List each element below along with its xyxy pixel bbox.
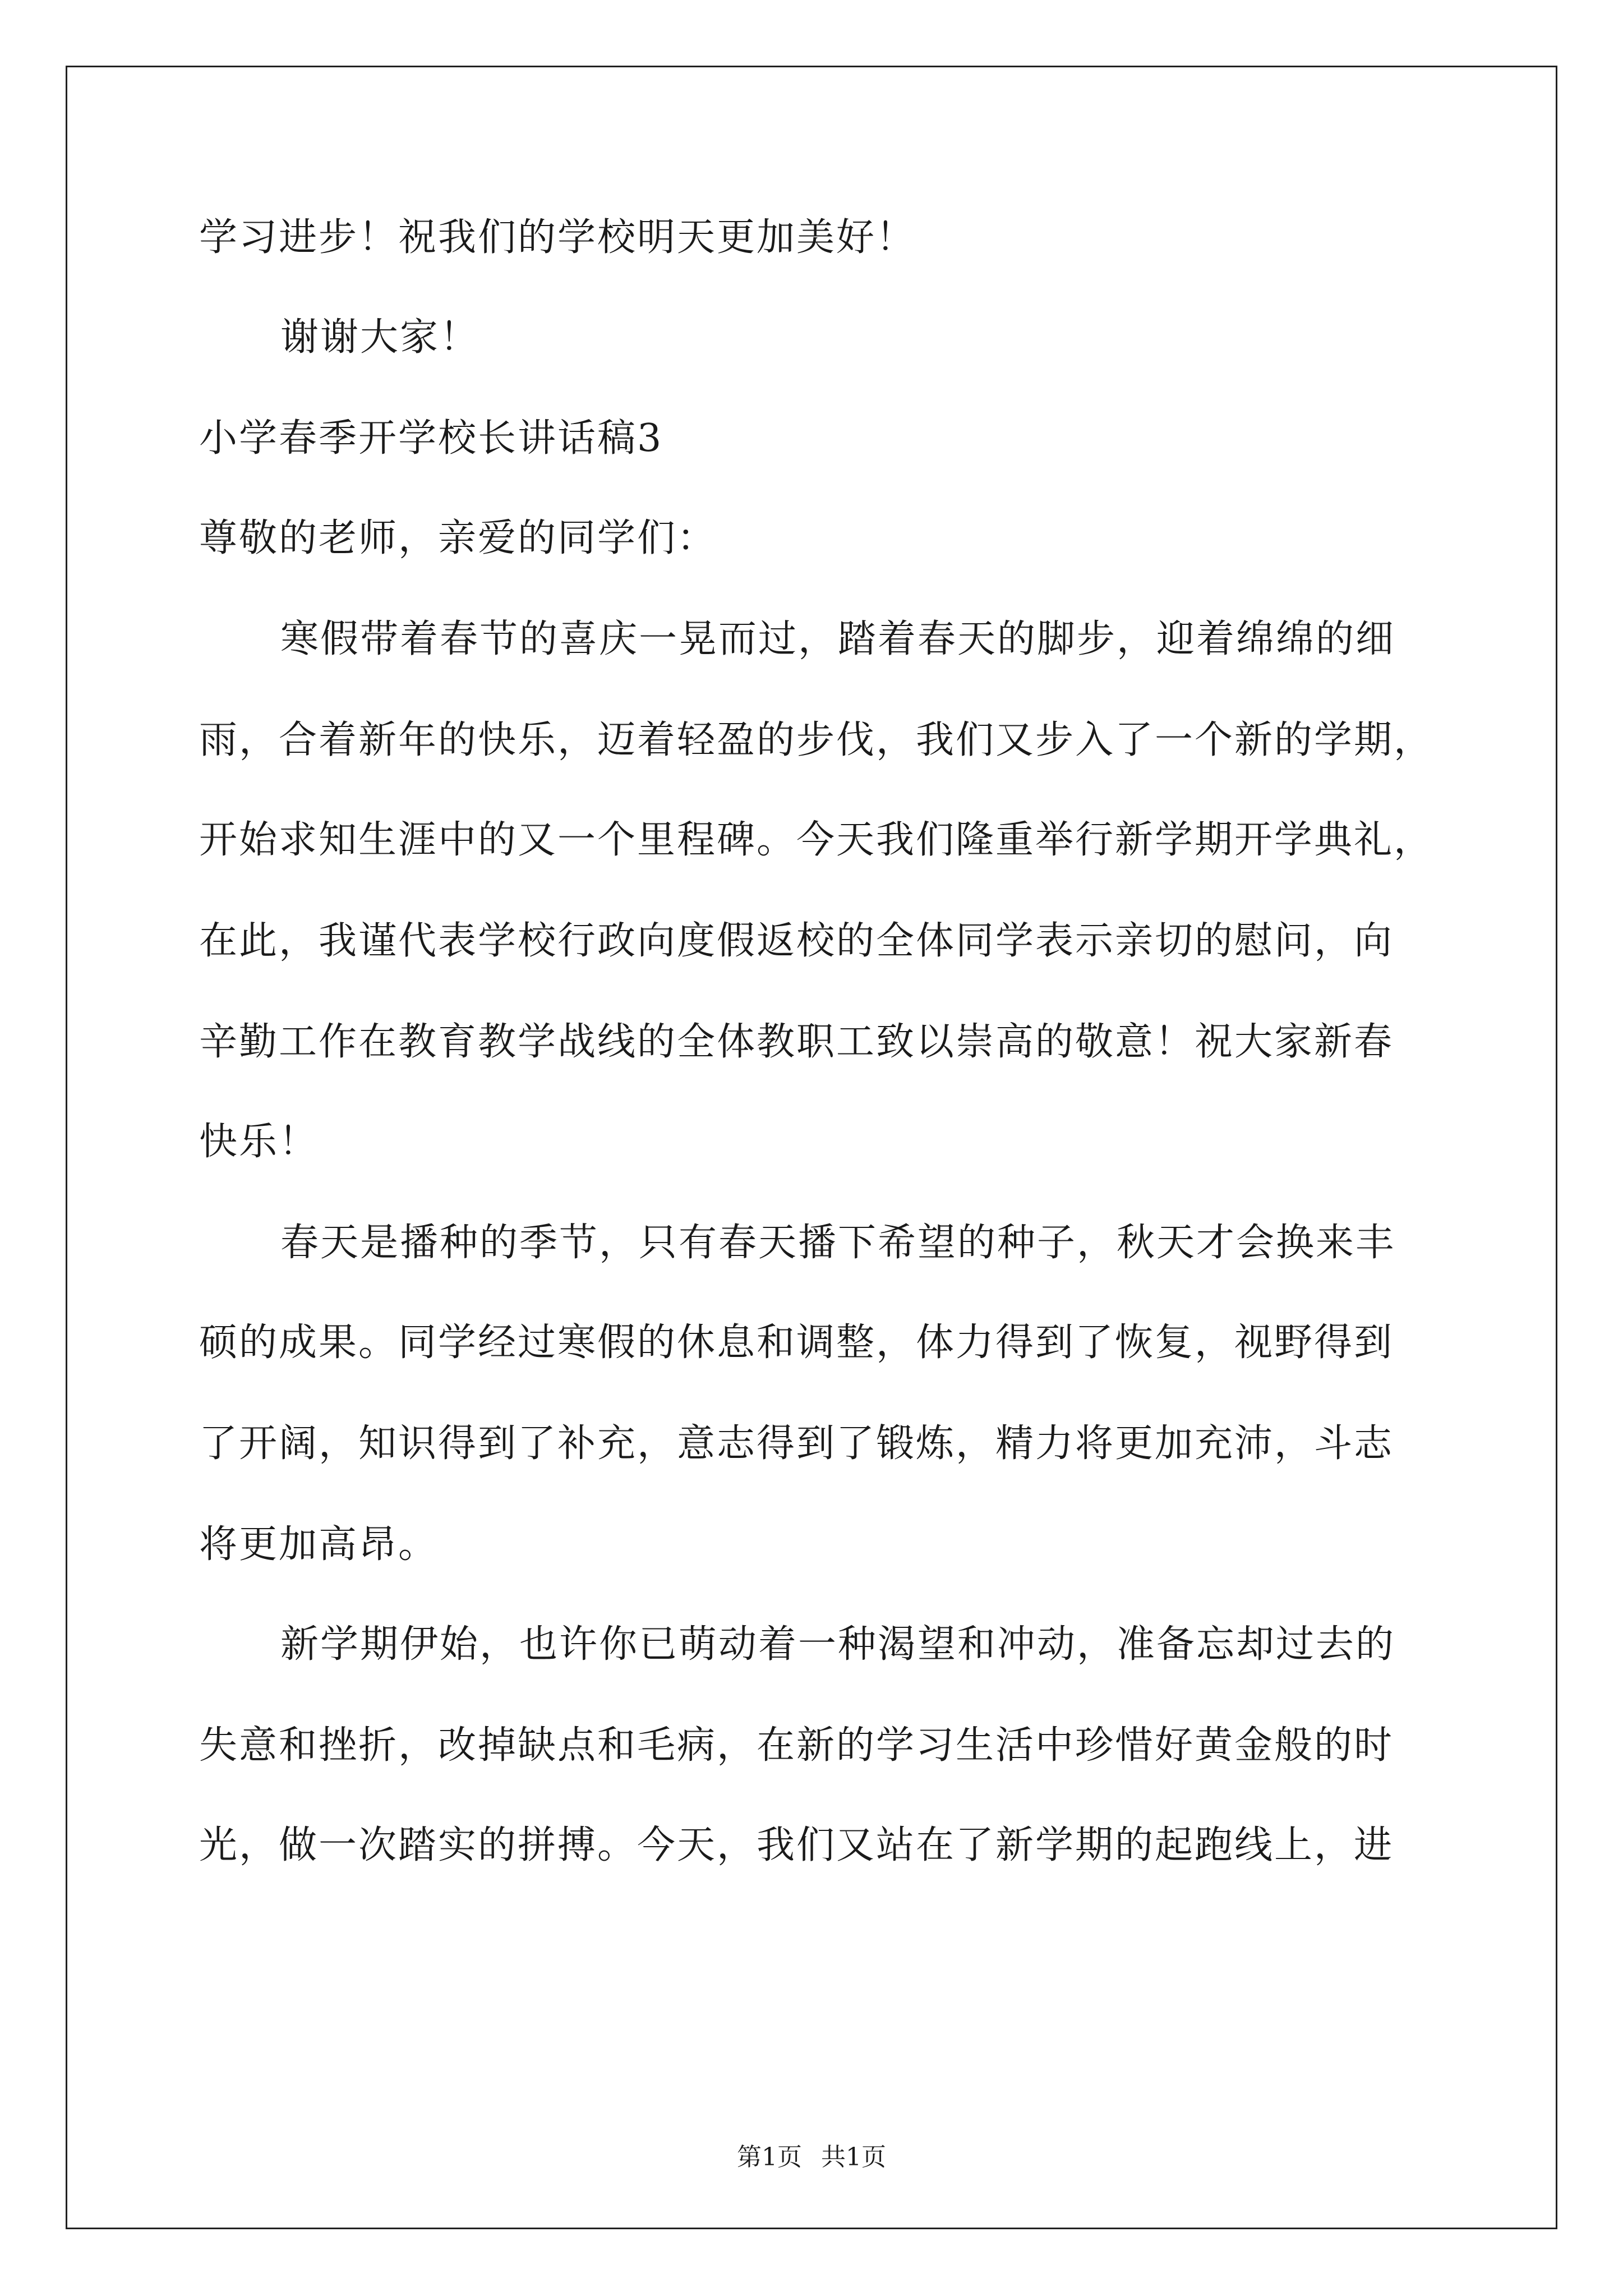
text-line: 辛勤工作在教育教学战线的全体教职工致以崇高的敬意！祝大家新春 — [199, 1020, 1394, 1064]
text-line: 春天是播种的季节，只有春天播下希望的种子，秋天才会换来丰 — [280, 1221, 1396, 1265]
section-heading: 小学春季开学校长讲话稿3 — [199, 416, 663, 461]
text-line: 了开阔，知识得到了补充，意志得到了锻炼，精力将更加充沛，斗志 — [199, 1421, 1394, 1466]
text-line: 谢谢大家！ — [280, 315, 480, 360]
text-line: 开始求知生涯中的又一个里程碑。今天我们隆重举行新学期开学典礼， — [199, 818, 1434, 862]
text-line: 硕的成果。同学经过寒假的休息和调整，体力得到了恢复，视野得到 — [199, 1320, 1394, 1365]
text-line: 在此，我谨代表学校行政向度假返校的全体同学表示亲切的慰问，向 — [199, 919, 1394, 963]
text-line: 雨，合着新年的快乐，迈着轻盈的步伐，我们又步入了一个新的学期， — [199, 718, 1434, 762]
salutation: 尊敬的老师，亲爱的同学们： — [199, 516, 717, 560]
text-line: 寒假带着春节的喜庆一晃而过，踏着春天的脚步，迎着绵绵的细 — [280, 617, 1396, 661]
page-number: 第1页 — [737, 2143, 802, 2171]
page-count: 共1页 — [821, 2143, 886, 2171]
page-footer — [0, 2142, 1623, 2173]
text-line: 光，做一次踏实的拼搏。今天，我们又站在了新学期的起跑线上，进 — [199, 1823, 1394, 1867]
text-line: 失意和挫折，改掉缺点和毛病，在新的学习生活中珍惜好黄金般的时 — [199, 1723, 1394, 1768]
text-line: 学习进步！祝我们的学校明天更加美好！ — [199, 215, 916, 260]
text-line: 快乐！ — [199, 1120, 319, 1164]
text-line: 新学期伊始，也许你已萌动着一种渴望和冲动，准备忘却过去的 — [280, 1622, 1396, 1667]
text-line: 将更加高昂。 — [199, 1522, 439, 1567]
